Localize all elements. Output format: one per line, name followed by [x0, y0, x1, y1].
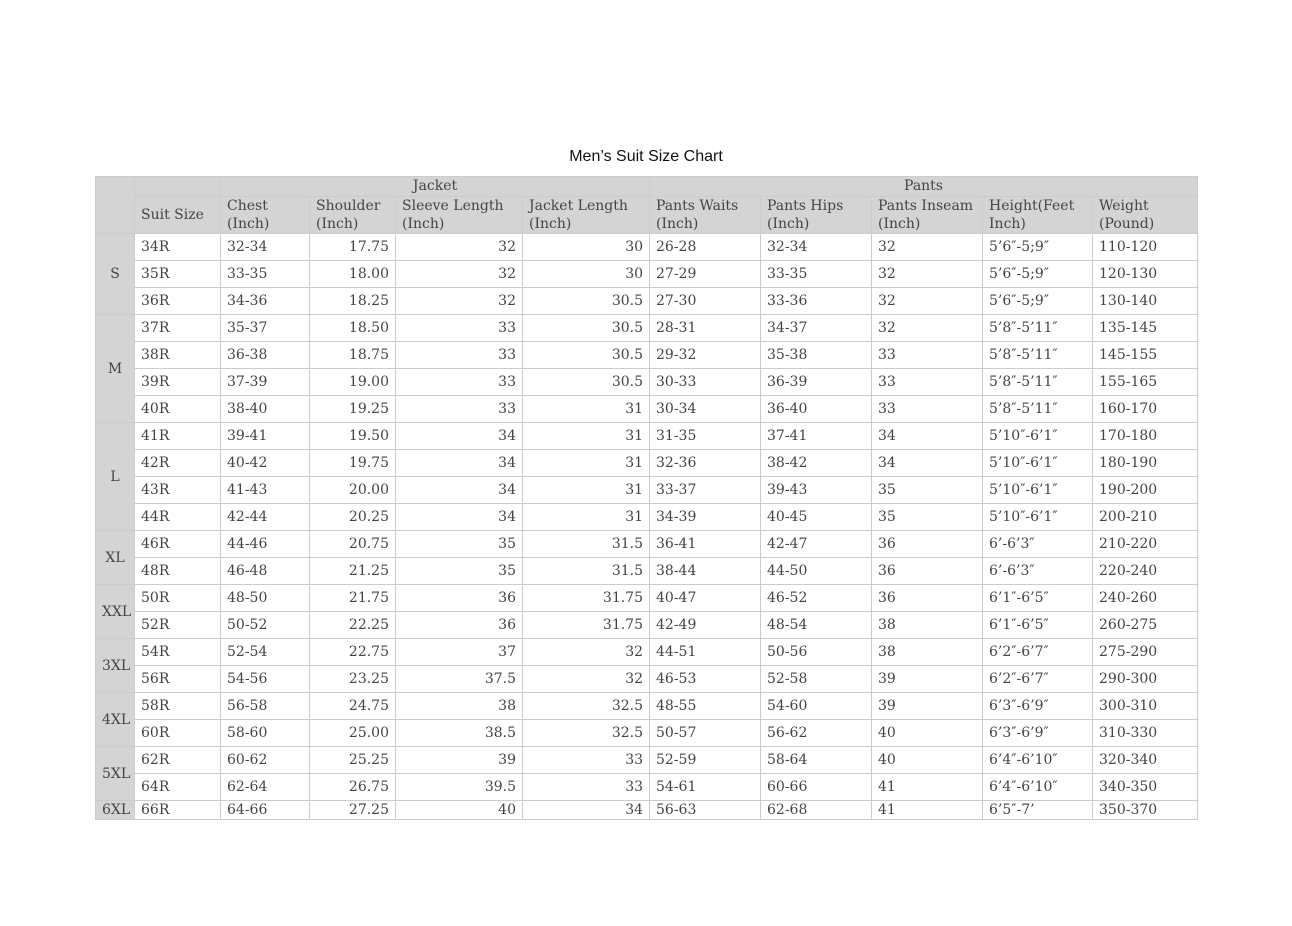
cell-chest: 37-39	[221, 369, 310, 396]
corner-cell	[96, 177, 135, 234]
cell-height: 6’-6’3″	[983, 531, 1093, 558]
cell-pants-waist: 44-51	[650, 639, 761, 666]
cell-shoulder: 23.25	[310, 666, 396, 693]
cell-weight: 275-290	[1093, 639, 1198, 666]
cell-pants-inseam: 35	[872, 504, 983, 531]
size-group-label: XL	[96, 531, 135, 585]
header-line: Pants Waits	[656, 198, 739, 214]
cell-chest: 62-64	[221, 774, 310, 801]
cell-shoulder: 26.75	[310, 774, 396, 801]
header-line: Height(Feet	[989, 198, 1075, 214]
cell-suit-size: 56R	[135, 666, 221, 693]
cell-height: 5’8″-5’11″	[983, 315, 1093, 342]
cell-weight: 200-210	[1093, 504, 1198, 531]
cell-weight: 350-370	[1093, 801, 1198, 820]
cell-suit-size: 52R	[135, 612, 221, 639]
cell-pants-hips: 32-34	[761, 234, 872, 261]
cell-pants-waist: 31-35	[650, 423, 761, 450]
cell-shoulder: 21.25	[310, 558, 396, 585]
header-line: Weight	[1099, 198, 1149, 214]
cell-pants-hips: 46-52	[761, 585, 872, 612]
cell-shoulder: 19.25	[310, 396, 396, 423]
cell-sleeve-length: 39.5	[396, 774, 523, 801]
cell-weight: 320-340	[1093, 747, 1198, 774]
cell-pants-hips: 39-43	[761, 477, 872, 504]
cell-chest: 33-35	[221, 261, 310, 288]
cell-suit-size: 38R	[135, 342, 221, 369]
cell-height: 6’4″-6’10″	[983, 747, 1093, 774]
cell-height: 6’2″-6’7″	[983, 666, 1093, 693]
table-row	[96, 585, 1198, 612]
cell-height: 5’8″-5’11″	[983, 369, 1093, 396]
cell-chest: 60-62	[221, 747, 310, 774]
cell-weight: 190-200	[1093, 477, 1198, 504]
table-row	[96, 369, 1198, 396]
cell-chest: 41-43	[221, 477, 310, 504]
cell-pants-hips: 60-66	[761, 774, 872, 801]
cell-jacket-length: 32	[523, 639, 650, 666]
header-unit: (Inch)	[878, 216, 921, 232]
cell-pants-waist: 27-30	[650, 288, 761, 315]
cell-chest: 48-50	[221, 585, 310, 612]
cell-weight: 120-130	[1093, 261, 1198, 288]
cell-jacket-length: 32.5	[523, 720, 650, 747]
cell-height: 6’1″-6’5″	[983, 585, 1093, 612]
cell-pants-waist: 29-32	[650, 342, 761, 369]
cell-pants-waist: 40-47	[650, 585, 761, 612]
cell-chest: 36-38	[221, 342, 310, 369]
header-unit: (Pound)	[1099, 216, 1155, 232]
cell-weight: 155-165	[1093, 369, 1198, 396]
col-header-shoulder	[310, 197, 396, 234]
cell-height: 5’6″-5;9″	[983, 288, 1093, 315]
header-line: Shoulder	[316, 198, 381, 214]
cell-shoulder: 18.50	[310, 315, 396, 342]
cell-shoulder: 20.25	[310, 504, 396, 531]
cell-sleeve-length: 35	[396, 531, 523, 558]
col-header-chest	[221, 197, 310, 234]
size-group-label: 3XL	[96, 639, 135, 693]
cell-weight: 300-310	[1093, 693, 1198, 720]
cell-pants-hips: 54-60	[761, 693, 872, 720]
cell-pants-hips: 33-35	[761, 261, 872, 288]
cell-height: 6’1″-6’5″	[983, 612, 1093, 639]
cell-suit-size: 44R	[135, 504, 221, 531]
cell-jacket-length: 32.5	[523, 693, 650, 720]
cell-sleeve-length: 37	[396, 639, 523, 666]
header-unit: (Inch)	[767, 216, 810, 232]
cell-pants-inseam: 34	[872, 423, 983, 450]
cell-pants-hips: 35-38	[761, 342, 872, 369]
header-line: Jacket Length	[529, 198, 628, 214]
cell-pants-waist: 50-57	[650, 720, 761, 747]
page-title: Men’s Suit Size Chart	[569, 148, 723, 165]
cell-pants-waist: 36-41	[650, 531, 761, 558]
cell-pants-inseam: 41	[872, 774, 983, 801]
cell-pants-waist: 26-28	[650, 234, 761, 261]
cell-suit-size: 48R	[135, 558, 221, 585]
cell-shoulder: 19.50	[310, 423, 396, 450]
cell-weight: 170-180	[1093, 423, 1198, 450]
jacket-group-header: Jacket	[221, 177, 650, 197]
cell-shoulder: 19.00	[310, 369, 396, 396]
cell-pants-waist: 48-55	[650, 693, 761, 720]
cell-pants-inseam: 41	[872, 801, 983, 820]
header-unit: (Inch)	[656, 216, 699, 232]
cell-shoulder: 25.25	[310, 747, 396, 774]
cell-height: 6’2″-6’7″	[983, 639, 1093, 666]
cell-weight: 135-145	[1093, 315, 1198, 342]
cell-pants-waist: 28-31	[650, 315, 761, 342]
col-header-jacket-length	[523, 197, 650, 234]
cell-chest: 54-56	[221, 666, 310, 693]
cell-jacket-length: 30.5	[523, 315, 650, 342]
cell-pants-inseam: 33	[872, 342, 983, 369]
cell-height: 5’10″-6’1″	[983, 423, 1093, 450]
cell-pants-hips: 42-47	[761, 531, 872, 558]
cell-suit-size: 40R	[135, 396, 221, 423]
cell-pants-hips: 52-58	[761, 666, 872, 693]
cell-chest: 50-52	[221, 612, 310, 639]
cell-pants-waist: 32-36	[650, 450, 761, 477]
size-group-label: L	[96, 423, 135, 531]
col-header-pants-inseam	[872, 197, 983, 234]
cell-chest: 34-36	[221, 288, 310, 315]
cell-shoulder: 21.75	[310, 585, 396, 612]
group-header-row	[96, 177, 1198, 197]
cell-sleeve-length: 36	[396, 585, 523, 612]
cell-sleeve-length: 34	[396, 450, 523, 477]
table-row	[96, 423, 1198, 450]
table-row	[96, 612, 1198, 639]
cell-chest: 40-42	[221, 450, 310, 477]
cell-height: 5’8″-5’11″	[983, 396, 1093, 423]
cell-suit-size: 64R	[135, 774, 221, 801]
cell-sleeve-length: 39	[396, 747, 523, 774]
cell-jacket-length: 30.5	[523, 342, 650, 369]
cell-sleeve-length: 34	[396, 423, 523, 450]
cell-pants-inseam: 36	[872, 585, 983, 612]
cell-chest: 44-46	[221, 531, 310, 558]
cell-shoulder: 25.00	[310, 720, 396, 747]
header-line: Chest	[227, 198, 268, 214]
cell-shoulder: 17.75	[310, 234, 396, 261]
cell-sleeve-length: 33	[396, 342, 523, 369]
cell-pants-waist: 56-63	[650, 801, 761, 820]
cell-weight: 145-155	[1093, 342, 1198, 369]
header-unit: Inch)	[989, 216, 1026, 232]
col-header-height	[983, 197, 1093, 234]
header-line: Pants Inseam	[878, 198, 974, 214]
cell-jacket-length: 30.5	[523, 369, 650, 396]
cell-pants-waist: 30-33	[650, 369, 761, 396]
cell-chest: 42-44	[221, 504, 310, 531]
cell-pants-hips: 36-40	[761, 396, 872, 423]
cell-weight: 160-170	[1093, 396, 1198, 423]
blank-header-cell	[135, 177, 221, 197]
cell-sleeve-length: 32	[396, 261, 523, 288]
cell-jacket-length: 31	[523, 450, 650, 477]
column-header-row	[96, 197, 1198, 234]
cell-sleeve-length: 32	[396, 288, 523, 315]
cell-chest: 38-40	[221, 396, 310, 423]
cell-shoulder: 27.25	[310, 801, 396, 820]
cell-pants-hips: 36-39	[761, 369, 872, 396]
cell-jacket-length: 31	[523, 423, 650, 450]
cell-shoulder: 18.75	[310, 342, 396, 369]
cell-shoulder: 22.25	[310, 612, 396, 639]
cell-suit-size: 50R	[135, 585, 221, 612]
cell-shoulder: 24.75	[310, 693, 396, 720]
cell-jacket-length: 30.5	[523, 288, 650, 315]
cell-pants-inseam: 34	[872, 450, 983, 477]
cell-height: 6’3″-6’9″	[983, 693, 1093, 720]
cell-jacket-length: 30	[523, 261, 650, 288]
table-row	[96, 666, 1198, 693]
cell-suit-size: 46R	[135, 531, 221, 558]
cell-jacket-length: 31.5	[523, 558, 650, 585]
cell-pants-hips: 37-41	[761, 423, 872, 450]
size-chart-body	[96, 234, 1198, 820]
cell-pants-hips: 38-42	[761, 450, 872, 477]
cell-pants-hips: 33-36	[761, 288, 872, 315]
header-line: Pants Hips	[767, 198, 844, 214]
cell-sleeve-length: 34	[396, 477, 523, 504]
col-header-pants-hips	[761, 197, 872, 234]
cell-weight: 340-350	[1093, 774, 1198, 801]
cell-jacket-length: 33	[523, 774, 650, 801]
cell-height: 6’4″-6’10″	[983, 774, 1093, 801]
cell-pants-inseam: 38	[872, 639, 983, 666]
cell-suit-size: 58R	[135, 693, 221, 720]
cell-jacket-length: 31.75	[523, 612, 650, 639]
cell-weight: 110-120	[1093, 234, 1198, 261]
cell-pants-waist: 42-49	[650, 612, 761, 639]
cell-height: 5’6″-5;9″	[983, 261, 1093, 288]
cell-pants-waist: 46-53	[650, 666, 761, 693]
table-row	[96, 693, 1198, 720]
cell-shoulder: 19.75	[310, 450, 396, 477]
cell-sleeve-length: 33	[396, 369, 523, 396]
cell-height: 5’10″-6’1″	[983, 477, 1093, 504]
cell-jacket-length: 33	[523, 747, 650, 774]
cell-chest: 46-48	[221, 558, 310, 585]
cell-jacket-length: 31	[523, 504, 650, 531]
header-line: Sleeve Length	[402, 198, 504, 214]
table-row	[96, 234, 1198, 261]
cell-pants-waist: 38-44	[650, 558, 761, 585]
table-row	[96, 639, 1198, 666]
size-group-label: 5XL	[96, 747, 135, 801]
cell-sleeve-length: 33	[396, 315, 523, 342]
table-row	[96, 747, 1198, 774]
cell-pants-inseam: 39	[872, 693, 983, 720]
cell-pants-inseam: 39	[872, 666, 983, 693]
cell-suit-size: 36R	[135, 288, 221, 315]
cell-pants-inseam: 33	[872, 369, 983, 396]
col-header-suit-size: Suit Size	[135, 197, 221, 234]
cell-pants-hips: 34-37	[761, 315, 872, 342]
cell-pants-waist: 33-37	[650, 477, 761, 504]
cell-sleeve-length: 37.5	[396, 666, 523, 693]
table-row	[96, 477, 1198, 504]
cell-pants-inseam: 32	[872, 288, 983, 315]
pants-group-header: Pants	[650, 177, 1198, 197]
table-row	[96, 774, 1198, 801]
cell-suit-size: 54R	[135, 639, 221, 666]
cell-jacket-length: 31.75	[523, 585, 650, 612]
cell-shoulder: 20.75	[310, 531, 396, 558]
size-group-label: XXL	[96, 585, 135, 639]
cell-suit-size: 42R	[135, 450, 221, 477]
cell-pants-waist: 54-61	[650, 774, 761, 801]
cell-pants-hips: 40-45	[761, 504, 872, 531]
cell-chest: 39-41	[221, 423, 310, 450]
table-row	[96, 396, 1198, 423]
size-group-label: S	[96, 234, 135, 315]
col-header-pants-waist	[650, 197, 761, 234]
header-unit: (Inch)	[402, 216, 445, 232]
cell-suit-size: 35R	[135, 261, 221, 288]
cell-weight: 260-275	[1093, 612, 1198, 639]
cell-chest: 56-58	[221, 693, 310, 720]
table-row	[96, 504, 1198, 531]
cell-sleeve-length: 38.5	[396, 720, 523, 747]
cell-suit-size: 60R	[135, 720, 221, 747]
cell-height: 6’3″-6’9″	[983, 720, 1093, 747]
col-header-weight	[1093, 197, 1198, 234]
cell-pants-hips: 48-54	[761, 612, 872, 639]
cell-weight: 220-240	[1093, 558, 1198, 585]
cell-pants-hips: 58-64	[761, 747, 872, 774]
header-unit: (Inch)	[316, 216, 359, 232]
size-chart-table	[95, 176, 1198, 820]
cell-pants-waist: 27-29	[650, 261, 761, 288]
cell-suit-size: 62R	[135, 747, 221, 774]
cell-height: 5’6″-5;9″	[983, 234, 1093, 261]
cell-suit-size: 66R	[135, 801, 221, 820]
cell-suit-size: 41R	[135, 423, 221, 450]
cell-sleeve-length: 36	[396, 612, 523, 639]
table-row	[96, 261, 1198, 288]
cell-pants-inseam: 40	[872, 720, 983, 747]
cell-jacket-length: 31.5	[523, 531, 650, 558]
table-row	[96, 450, 1198, 477]
cell-suit-size: 43R	[135, 477, 221, 504]
cell-chest: 52-54	[221, 639, 310, 666]
cell-chest: 58-60	[221, 720, 310, 747]
table-row	[96, 720, 1198, 747]
cell-sleeve-length: 38	[396, 693, 523, 720]
cell-sleeve-length: 32	[396, 234, 523, 261]
header-unit: (Inch)	[529, 216, 572, 232]
cell-pants-waist: 30-34	[650, 396, 761, 423]
cell-pants-hips: 56-62	[761, 720, 872, 747]
cell-pants-inseam: 36	[872, 558, 983, 585]
cell-pants-inseam: 33	[872, 396, 983, 423]
cell-jacket-length: 30	[523, 234, 650, 261]
cell-height: 5’10″-6’1″	[983, 450, 1093, 477]
cell-pants-inseam: 32	[872, 234, 983, 261]
cell-sleeve-length: 40	[396, 801, 523, 820]
cell-weight: 180-190	[1093, 450, 1198, 477]
cell-jacket-length: 31	[523, 477, 650, 504]
cell-suit-size: 34R	[135, 234, 221, 261]
cell-weight: 290-300	[1093, 666, 1198, 693]
table-row	[96, 315, 1198, 342]
cell-weight: 210-220	[1093, 531, 1198, 558]
cell-height: 6’5″-7’	[983, 801, 1093, 820]
cell-pants-inseam: 36	[872, 531, 983, 558]
table-row	[96, 801, 1198, 820]
cell-suit-size: 37R	[135, 315, 221, 342]
cell-weight: 240-260	[1093, 585, 1198, 612]
cell-pants-inseam: 40	[872, 747, 983, 774]
cell-pants-hips: 62-68	[761, 801, 872, 820]
cell-shoulder: 22.75	[310, 639, 396, 666]
cell-height: 5’10″-6’1″	[983, 504, 1093, 531]
size-group-label: 4XL	[96, 693, 135, 747]
cell-weight: 310-330	[1093, 720, 1198, 747]
cell-pants-hips: 50-56	[761, 639, 872, 666]
size-group-label: 6XL	[96, 801, 135, 820]
table-row	[96, 558, 1198, 585]
cell-jacket-length: 31	[523, 396, 650, 423]
table-row	[96, 288, 1198, 315]
cell-pants-inseam: 32	[872, 261, 983, 288]
cell-sleeve-length: 34	[396, 504, 523, 531]
cell-shoulder: 20.00	[310, 477, 396, 504]
cell-weight: 130-140	[1093, 288, 1198, 315]
size-group-label: M	[96, 315, 135, 423]
cell-pants-waist: 52-59	[650, 747, 761, 774]
cell-shoulder: 18.25	[310, 288, 396, 315]
cell-pants-hips: 44-50	[761, 558, 872, 585]
cell-shoulder: 18.00	[310, 261, 396, 288]
cell-pants-inseam: 32	[872, 315, 983, 342]
cell-sleeve-length: 33	[396, 396, 523, 423]
cell-chest: 32-34	[221, 234, 310, 261]
col-header-sleeve-length	[396, 197, 523, 234]
cell-pants-waist: 34-39	[650, 504, 761, 531]
cell-suit-size: 39R	[135, 369, 221, 396]
cell-pants-inseam: 38	[872, 612, 983, 639]
cell-height: 5’8″-5’11″	[983, 342, 1093, 369]
header-unit: (Inch)	[227, 216, 270, 232]
cell-jacket-length: 34	[523, 801, 650, 820]
cell-pants-inseam: 35	[872, 477, 983, 504]
cell-sleeve-length: 35	[396, 558, 523, 585]
table-row	[96, 342, 1198, 369]
cell-jacket-length: 32	[523, 666, 650, 693]
cell-chest: 35-37	[221, 315, 310, 342]
cell-height: 6’-6’3″	[983, 558, 1093, 585]
cell-chest: 64-66	[221, 801, 310, 820]
table-row	[96, 531, 1198, 558]
